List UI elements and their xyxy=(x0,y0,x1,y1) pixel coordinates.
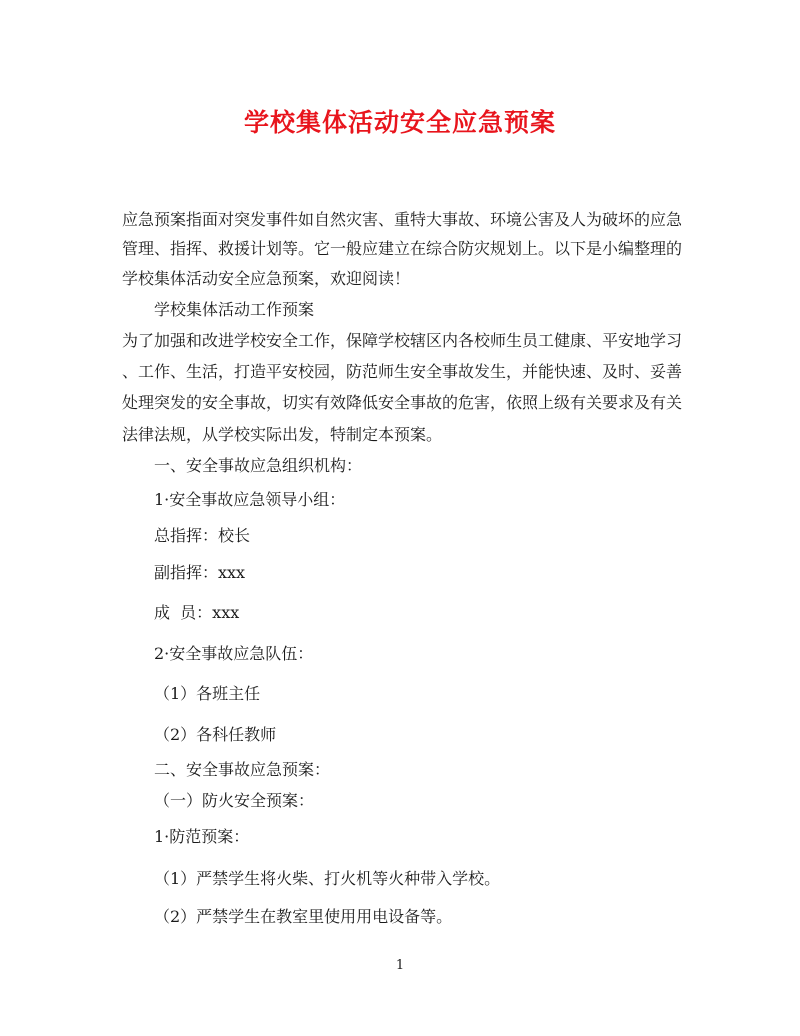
document-title: 学校集体活动安全应急预案 xyxy=(243,108,556,137)
list-item: 2·安全事故应急队伍： xyxy=(154,644,314,663)
purpose-line-2: 、工作、生活，打造平安校园，防范师生安全事故发生，并能快速、及时、妥善 xyxy=(122,362,683,381)
purpose-line-4: 法律法规，从学校实际出发，特制定本预案。 xyxy=(122,425,443,444)
intro-line-1: 应急预案指面对突发事件如自然灾害、重特大事故、环境公害及人为破坏的应急 xyxy=(122,210,683,229)
intro-line-3: 学校集体活动安全应急预案，欢迎阅读！ xyxy=(122,269,411,288)
list-item: 二、安全事故应急预案： xyxy=(154,760,331,779)
list-item: 1·安全事故应急领导小组： xyxy=(154,490,346,509)
list-item: 1·防范预案： xyxy=(154,827,250,846)
purpose-line-3: 处理突发的安全事故，切实有效降低安全事故的危害，依照上级有关要求及有关 xyxy=(122,393,683,412)
list-item: 总指挥：校长 xyxy=(154,526,251,545)
list-item: 成 员：xxx xyxy=(154,603,240,622)
list-item: （1）严禁学生将火柴、打火机等火种带入学校。 xyxy=(154,869,501,888)
list-item: （一）防火安全预案： xyxy=(154,791,315,810)
section-heading: 学校集体活动工作预案 xyxy=(154,300,315,319)
list-item: （1）各班主任 xyxy=(154,684,261,703)
list-item: 一、安全事故应急组织机构： xyxy=(154,456,363,475)
list-item: （2）严禁学生在教室里使用用电设备等。 xyxy=(154,907,453,926)
page-number: 1 xyxy=(395,958,405,973)
list-item: 副指挥：xxx xyxy=(154,563,246,582)
list-item: （2）各科任教师 xyxy=(154,725,277,744)
purpose-line-1: 为了加强和改进学校安全工作，保障学校辖区内各校师生员工健康、平安地学习 xyxy=(122,331,683,350)
intro-line-2: 管理、指挥、救援计划等。它一般应建立在综合防灾规划上。以下是小编整理的 xyxy=(122,239,683,258)
